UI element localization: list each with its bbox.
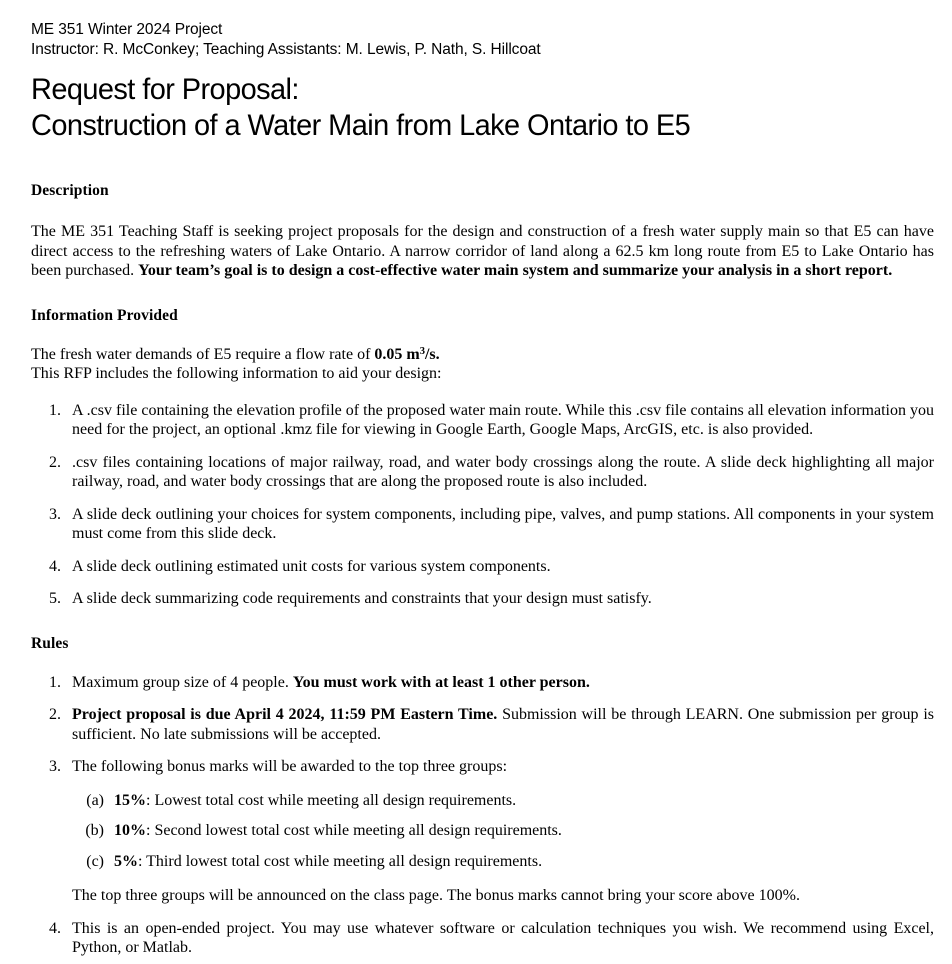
flow-rate-exponent: 3 — [419, 345, 425, 357]
rule3-closing-note: The top three groups will be announced on the class page. The bonus marks cannot bring your score above 100%. — [72, 887, 800, 904]
flow-rate-value — [374, 346, 439, 363]
list-marker: 1. — [49, 401, 61, 419]
rule2-normal: Submission will be through LEARN. One submission per group is sufficient. No late submissions will be accepted. — [72, 706, 934, 743]
course-line: ME 351 Winter 2024 Project — [31, 21, 223, 38]
list-item — [72, 852, 934, 872]
title-line-1: Request for Proposal: — [31, 73, 299, 106]
list-item — [72, 821, 934, 841]
list-item — [31, 705, 934, 744]
list-marker: 1. — [49, 673, 61, 691]
list-marker: (a) — [86, 791, 104, 809]
information-provided-list — [31, 401, 934, 609]
list-marker: (c) — [86, 852, 104, 870]
section-heading-information-provided: Information Provided — [31, 306, 178, 324]
title-line-2: Construction of a Water Main from Lake Ontario to E5 — [31, 109, 691, 142]
staff-line: Instructor: R. McConkey; Teaching Assistants: M. Lewis, P. Nath, S. Hillcoat — [31, 41, 541, 58]
list-item-text — [72, 757, 934, 906]
list-marker: (b) — [85, 822, 104, 839]
list-item-text — [114, 822, 562, 839]
list-marker: 2. — [49, 706, 61, 723]
section-heading-description: Description — [31, 182, 109, 199]
document-body — [31, 182, 934, 958]
list-item-text — [114, 853, 542, 870]
list-item — [31, 557, 934, 577]
list-item — [72, 791, 934, 811]
list-item — [31, 453, 934, 492]
list-marker: 2. — [49, 453, 61, 471]
bonus-percent: 5% — [114, 852, 138, 870]
rule2-due-date-bold: Project proposal is due April 4 2024, 11:59 PM Eastern Time. — [72, 706, 498, 723]
page-title — [31, 72, 909, 144]
description-text: The ME 351 Teaching Staff is seeking project proposals for the design and construction of a fresh water supply main so that E5 can have direct access to the refreshing waters of Lake Ontario. A narrow corridor of land along a 62.5 km long route from E5 to Lake Ontario has been purchased. — [31, 223, 934, 279]
list-marker: 3. — [49, 758, 61, 775]
flow-rate-number: 0.05 m — [374, 345, 420, 363]
list-item — [31, 505, 934, 544]
bonus-description: : Third lowest total cost while meeting all design requirements. — [138, 852, 543, 870]
list-item-text: A .csv file containing the elevation profile of the proposed water main route. While this .csv file contains all elevation information you need for the project, an optional .kmz file for viewing in Google Earth, Google Maps, ArcGIS, etc. is also provided. — [72, 401, 934, 438]
list-item-text: A slide deck outlining estimated unit costs for various system components. — [72, 557, 551, 575]
bonus-description: : Lowest total cost while meeting all design requirements. — [146, 791, 517, 809]
rules-list — [31, 673, 934, 958]
list-item-text — [114, 792, 516, 809]
list-marker: 5. — [49, 590, 61, 607]
list-item-text: A slide deck summarizing code requirements and constraints that your design must satisfy. — [72, 590, 652, 607]
document-header — [31, 20, 931, 60]
rule1-bold: You must work with at least 1 other person. — [292, 673, 590, 691]
list-item — [31, 919, 934, 958]
rule3-lead-in: The following bonus marks will be awarded to the top three groups: — [72, 758, 508, 775]
description-paragraph — [31, 222, 934, 281]
list-item-text — [72, 673, 934, 693]
bonus-description: : Second lowest total cost while meeting all design requirements. — [146, 822, 562, 839]
list-item-text: A slide deck outlining your choices for system components, including pipe, valves, and pump stations. All components in your system must come from this slide deck. — [72, 505, 934, 542]
list-marker: 3. — [49, 505, 61, 523]
bonus-percent: 10% — [114, 822, 146, 839]
list-marker: 4. — [49, 557, 61, 575]
list-item — [31, 757, 934, 906]
flow-rate-prefix: The fresh water demands of E5 require a flow rate of — [31, 345, 375, 363]
list-marker: 4. — [49, 919, 61, 937]
flow-rate-line — [31, 345, 934, 365]
list-item — [31, 589, 934, 609]
list-item — [31, 401, 934, 440]
rule1-normal: Maximum group size of 4 people. — [72, 673, 293, 691]
list-item-text: .csv files containing locations of major railway, road, and water body crossings along the route. A slide deck highlighting all major railway, road, and water body crossings that are along the proposed route is also included. — [72, 453, 934, 490]
bonus-percent: 15% — [114, 791, 146, 809]
list-item — [31, 673, 934, 693]
description-goal-bold: Your team’s goal is to design a cost-effective water main system and summarize your analysis in a short report. — [138, 262, 893, 279]
list-item-text — [72, 705, 934, 744]
list-item-text: This is an open-ended project. You may use whatever software or calculation techniques you wish. We recommend using Excel, Python, or Matlab. — [72, 919, 934, 956]
section-heading-rules: Rules — [31, 634, 69, 652]
flow-rate-unit: /s. — [424, 345, 440, 363]
rfp-intro-line: This RFP includes the following information to aid your design: — [31, 365, 442, 382]
bonus-marks-list — [72, 791, 934, 872]
